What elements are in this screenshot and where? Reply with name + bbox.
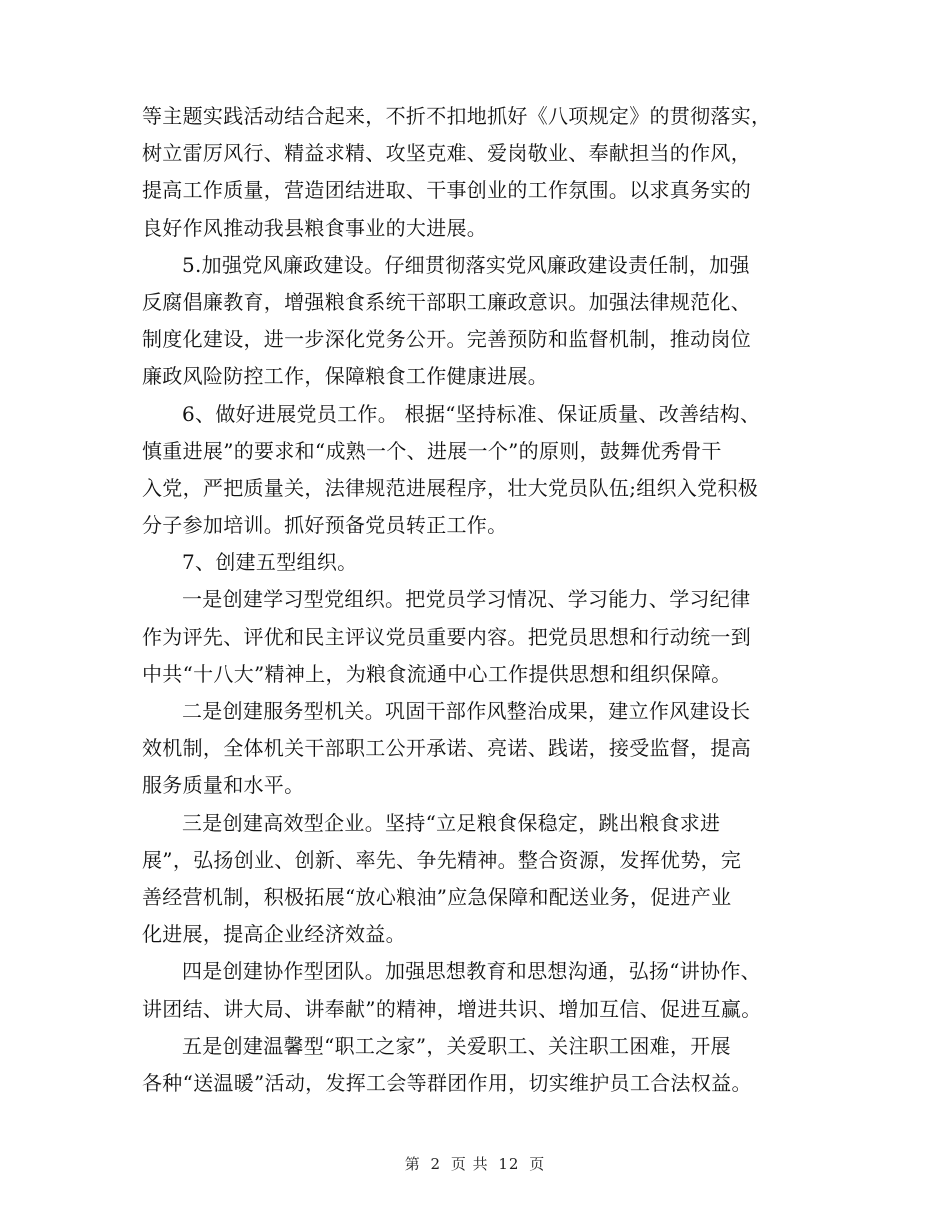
page-footer (0, 1153, 950, 1174)
text-line: 讲团结、讲大局、讲奉献”的精神，增进共识、增加互信、促进互赢。 (142, 996, 762, 1021)
text-line: 效机制，全体机关干部职工公开承诺、亮诺、践诺，接受监督，提高 (142, 736, 751, 761)
text-line: 各种“送温暖”活动，发挥工会等群团作用，切实维护员工合法权益。 (142, 1070, 752, 1095)
text-line: 展”，弘扬创业、创新、率先、争先精神。整合资源，发挥优势，完 (142, 847, 742, 872)
text-line: 7、创建五型组织。 (182, 550, 358, 575)
text-line: 服务质量和水平。 (142, 773, 305, 798)
footer-prefix: 第 (404, 1155, 421, 1173)
text-line: 树立雷厉风行、精益求精、攻坚克难、爱岗敬业、奉献担当的作风， (142, 141, 751, 166)
text-line: 6、做好进展党员工作。 根据“坚持标准、保证质量、改善结构、 (182, 401, 761, 426)
paragraph (142, 396, 822, 545)
text-line: 入党，严把质量关，法律规范进展程序，壮大党员队伍;组织入党积极 (142, 475, 759, 500)
text-line: 慎重进展”的要求和“成熟一个、进展一个”的原则，鼓舞优秀骨干 (142, 438, 722, 463)
text-line: 善经营机制，积极拓展“放心粮油”应急保障和配送业务，促进产业 (142, 884, 732, 909)
paragraph (142, 953, 822, 1027)
paragraph (142, 98, 822, 247)
document-body (142, 98, 822, 1102)
text-line: 良好作风推动我县粮食事业的大进展。 (142, 215, 488, 240)
text-line: 一是创建学习型党组织。把党员学习情况、学习能力、学习纪律 (182, 587, 751, 612)
footer-suffix: 页 (529, 1155, 546, 1173)
text-line: 制度化建设，进一步深化党务公开。完善预防和监督机制，推动岗位 (142, 327, 751, 352)
text-line: 四是创建协作型团队。加强思想教育和思想沟通，弘扬“讲协作、 (182, 959, 761, 984)
text-line: 5.加强党风廉政建设。仔细贯彻落实党风廉政建设责任制，加强 (182, 252, 750, 277)
text-line: 分子参加培训。抓好预备党员转正工作。 (142, 513, 508, 538)
footer-total-pages: 12 (498, 1155, 520, 1173)
footer-middle: 页 共 (450, 1155, 489, 1173)
text-line: 三是创建高效型企业。坚持“立足粮食保稳定，跳出粮食求进 (182, 810, 721, 835)
paragraph (142, 1028, 822, 1102)
text-line: 廉政风险防控工作，保障粮食工作健康进展。 (142, 364, 548, 389)
footer-current-page: 2 (430, 1155, 442, 1173)
paragraph (142, 693, 822, 805)
paragraph (142, 581, 822, 693)
text-line: 等主题实践活动结合起来，不折不扣地抓好《八项规定》的贯彻落实， (142, 104, 772, 128)
text-line: 化进展，提高企业经济效益。 (142, 922, 406, 947)
text-line: 作为评先、评优和民主评议党员重要内容。把党员思想和行动统一到 (142, 624, 751, 649)
text-line: 五是创建温馨型“职工之家”，关爱职工、关注职工困难，开展 (182, 1033, 731, 1058)
text-line: 提高工作质量，营造团结进取、干事创业的工作氛围。以求真务实的 (142, 178, 751, 203)
paragraph (142, 544, 822, 581)
text-line: 反腐倡廉教育，增强粮食系统干部职工廉政意识。加强法律规范化、 (142, 289, 751, 314)
paragraph (142, 805, 822, 954)
text-line: 二是创建服务型机关。巩固干部作风整治成果，建立作风建设长 (182, 699, 751, 723)
text-line: 中共“十八大”精神上，为粮食流通中心工作提供思想和组织保障。 (142, 661, 732, 686)
paragraph (142, 247, 822, 396)
